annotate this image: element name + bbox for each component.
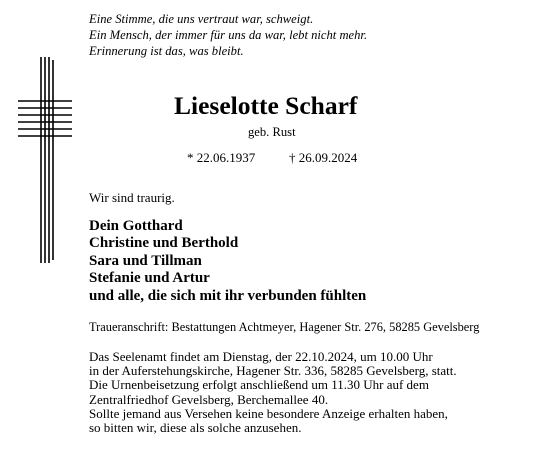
birth-date: * 22.06.1937 xyxy=(187,150,256,165)
maiden-name: geb. Rust xyxy=(248,125,296,139)
family-member: Dein Gotthard xyxy=(89,218,183,234)
quote-line: Ein Mensch, der immer für uns da war, lebt nicht mehr. xyxy=(89,28,368,42)
death-date: † 26.09.2024 xyxy=(289,150,358,165)
details-line: Zentralfriedhof Gevelsberg, Berchemallee 40. xyxy=(89,391,329,407)
family-list xyxy=(89,218,366,305)
details-line: Sollte jemand aus Versehen keine besondere Anzeige erhalten haben, xyxy=(89,405,448,421)
cross-icon xyxy=(16,55,74,265)
deceased-name: Lieselotte Scharf xyxy=(174,91,358,120)
details-line: in der Auferstehungskirche, Hagener Str. 336, 58285 Gevelsberg, statt. xyxy=(89,363,457,379)
family-member: Christine und Berthold xyxy=(89,235,239,252)
service-details xyxy=(89,350,457,435)
quote-line: Erinnerung ist das, was bleibt. xyxy=(89,44,244,58)
details-line: Die Urnenbeisetzung erfolgt anschließend um 11.30 Uhr auf dem xyxy=(89,377,429,393)
family-member: und alle, die sich mit ihr verbunden fühlten xyxy=(89,287,367,304)
family-member: Sara und Tillman xyxy=(89,252,202,269)
details-line: so bitten wir, diese als solche anzusehen. xyxy=(89,420,302,436)
quote-line: Eine Stimme, die uns vertraut war, schweigt. xyxy=(89,12,314,26)
family-member: Stefanie und Artur xyxy=(89,270,210,287)
memorial-quote xyxy=(89,11,367,59)
mourning-address: Traueranschrift: Bestattungen Achtmeyer, Hagener Str. 276, 58285 Gevelsberg xyxy=(89,320,480,334)
grief-statement: Wir sind traurig. xyxy=(89,190,175,205)
details-line: Das Seelenamt findet am Dienstag, der 22.10.2024, um 10.00 Uhr xyxy=(89,349,433,364)
